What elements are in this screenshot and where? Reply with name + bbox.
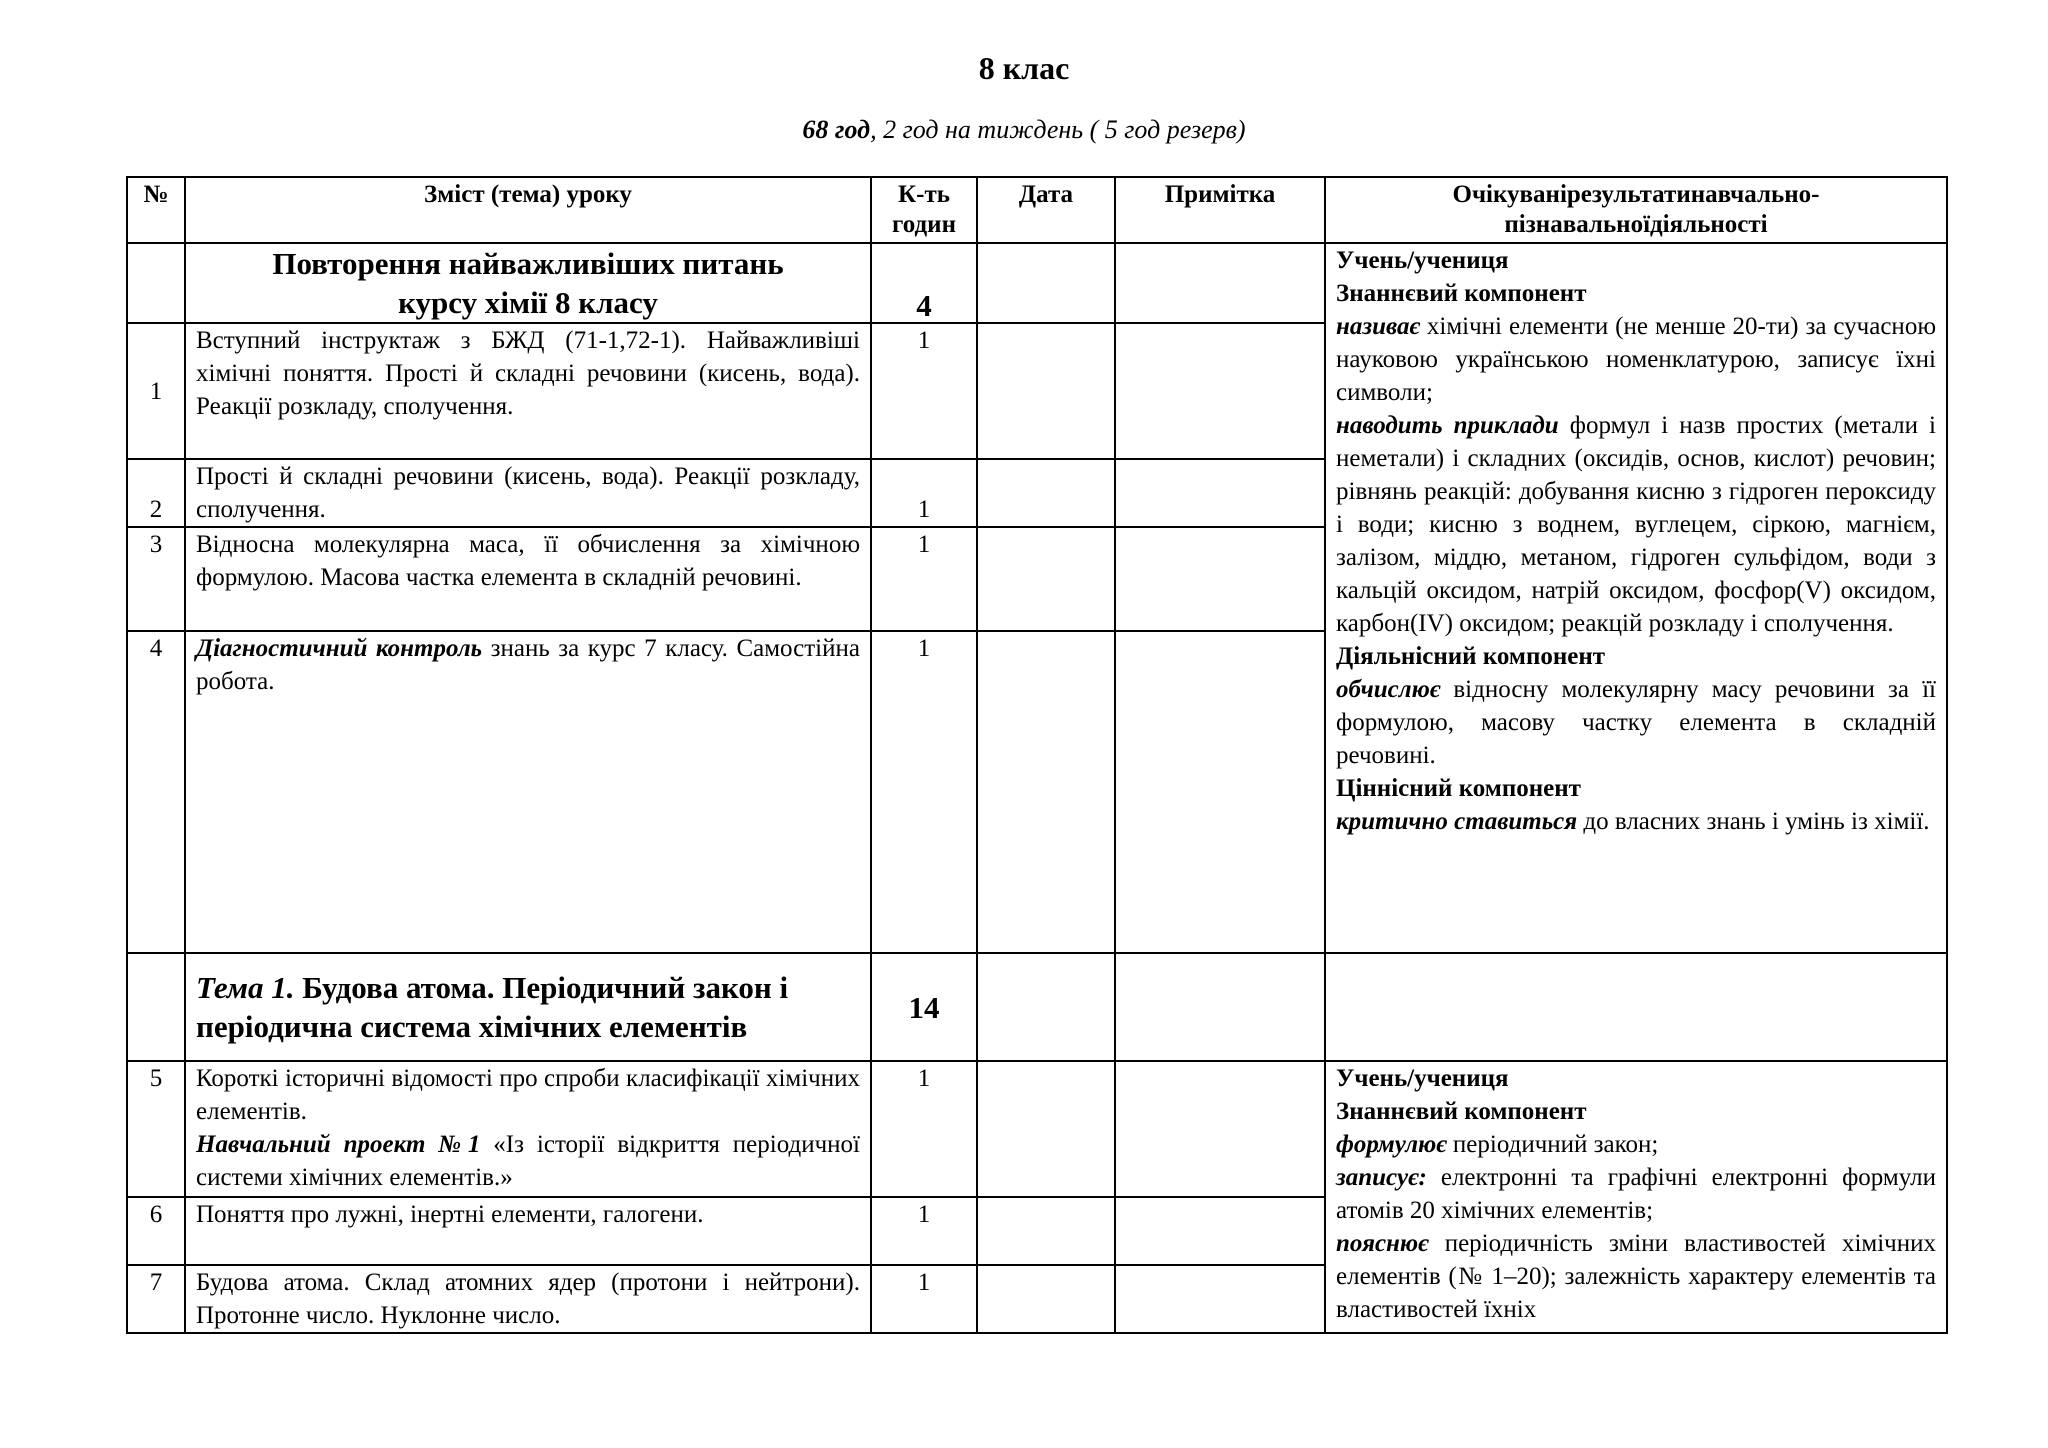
note-cell	[1115, 459, 1325, 527]
outcomes-cell	[1325, 243, 1947, 953]
section-number-cell	[127, 243, 185, 323]
header-row	[127, 177, 1947, 243]
section-row	[127, 243, 1947, 323]
lesson-hours: 1	[871, 1061, 977, 1197]
lesson-hours: 1	[871, 1265, 977, 1333]
lesson-number: 7	[127, 1265, 185, 1333]
lesson-topic: Будова атома. Склад атомних ядер (протони і нейтрони). Протонне число. Нуклонне число.	[185, 1265, 871, 1333]
note-cell	[1115, 323, 1325, 459]
outcomes-knowledge-heading: Знаннєвий компонент	[1336, 1098, 1587, 1125]
note-cell	[1115, 953, 1325, 1061]
subtitle-hours: 68 год	[802, 115, 871, 144]
note-cell	[1115, 1197, 1325, 1265]
outcome-item: наводить приклади формул і назв простих (метали і неметали) і складних (оксидів, основ, кислот) речовин; рівнянь реакцій: добування кисню з гідроген пероксиду і води; кисню з воднем, вуглецем, сіркою, магнієм, залізом, міддю, метаном, гідроген сульфідом, води з кальцій оксидом, натрій оксидом, фосфор(V) оксидом, карбон(IV) оксидом; реакцій розкладу і сполучення.	[1336, 412, 1937, 637]
date-cell	[977, 1061, 1115, 1197]
lesson-number: 1	[127, 323, 185, 459]
outcome-item: називає хімічні елементи (не менше 20-ти) за сучасною науковою українською номенклатурою, записує їхні символи;	[1336, 313, 1936, 406]
col-number-header: №	[127, 177, 185, 243]
table-row	[127, 1061, 1947, 1197]
lesson-number: 5	[127, 1061, 185, 1197]
section-hours: 4	[871, 243, 977, 323]
note-cell	[1115, 631, 1325, 953]
section-row	[127, 953, 1947, 1061]
col-outcomes-header: Очікуванірезультатинавчально-пізнавальноїдіяльності	[1325, 177, 1947, 243]
lesson-topic: Відносна молекулярна маса, її обчислення за хімічною формулою. Масова частка елемента в складній речовині.	[185, 527, 871, 631]
date-cell	[977, 953, 1115, 1061]
lesson-plan-table	[126, 176, 1948, 1334]
date-cell	[977, 527, 1115, 631]
lesson-topic: Прості й складні речовини (кисень, вода). Реакції розкладу, сполучення.	[185, 459, 871, 527]
lesson-number: 3	[127, 527, 185, 631]
date-cell	[977, 243, 1115, 323]
section-number-cell	[127, 953, 185, 1061]
lesson-hours: 1	[871, 459, 977, 527]
col-content-header: Зміст (тема) уроку	[185, 177, 871, 243]
outcome-item: формулює періодичний закон;	[1336, 1131, 1659, 1158]
outcomes-cell	[1325, 1061, 1947, 1333]
page-title: 8 клас	[978, 50, 1070, 86]
lesson-hours: 1	[871, 527, 977, 631]
section-hours: 14	[871, 953, 977, 1061]
outcomes-activity-heading: Діяльнісний компонент	[1336, 643, 1606, 670]
lesson-number: 4	[127, 631, 185, 953]
date-cell	[977, 1197, 1115, 1265]
date-cell	[977, 631, 1115, 953]
outcomes-who: Учень/учениця	[1336, 1065, 1509, 1092]
note-cell	[1115, 1265, 1325, 1333]
lesson-number: 2	[127, 459, 185, 527]
note-cell	[1115, 527, 1325, 631]
outcome-item: обчислює відносну молекулярну масу речовини за її формулою, масову частку елемента в складній речовині.	[1336, 676, 1936, 769]
section-title: Тема 1. Будова атома. Періодичний закон і періодична система хімічних елементів	[185, 953, 871, 1061]
note-cell	[1115, 1061, 1325, 1197]
lesson-topic: Діагностичний контроль знань за курс 7 класу. Самостійна робота.	[185, 631, 871, 953]
outcome-item: пояснює періодичність зміни властивостей хімічних елементів (№ 1–20); залежність характеру елементів та властивостей їхніх	[1336, 1230, 1936, 1323]
page-subtitle	[0, 115, 2048, 145]
section-title: Повторення найважливіших питань курсу хімії 8 класу	[185, 243, 871, 323]
lesson-topic: Вступний інструктаж з БЖД (71-1,72-1). Найважливіші хімічні поняття. Прості й складні речовини (кисень, вода). Реакції розкладу, сполучення.	[185, 323, 871, 459]
col-note-header: Примітка	[1115, 177, 1325, 243]
outcome-item: записує: електронні та графічні електронні формули атомів 20 хімічних елементів;	[1336, 1164, 1936, 1224]
outcomes-who: Учень/учениця	[1336, 247, 1509, 274]
lesson-topic: Поняття про лужні, інертні елементи, галогени.	[185, 1197, 871, 1265]
lesson-hours: 1	[871, 1197, 977, 1265]
date-cell	[977, 1265, 1115, 1333]
lesson-hours: 1	[871, 631, 977, 953]
col-date-header: Дата	[977, 177, 1115, 243]
date-cell	[977, 459, 1115, 527]
subtitle-rest: , 2 год на тиждень ( 5 год резерв)	[870, 115, 1246, 144]
outcomes-value-heading: Ціннісний компонент	[1336, 775, 1581, 802]
outcome-item: критично ставиться до власних знань і умінь із хімії.	[1336, 808, 1930, 835]
lesson-topic: Короткі історичні відомості про спроби класифікації хімічних елементів. Навчальний проект №1 «Із історії відкриття періодичної системи хімічних елементів.»	[185, 1061, 871, 1197]
lesson-hours: 1	[871, 323, 977, 459]
col-hours-header: К-ть годин	[871, 177, 977, 243]
note-cell	[1115, 243, 1325, 323]
outcomes-knowledge-heading: Знаннєвий компонент	[1336, 280, 1587, 307]
date-cell	[977, 323, 1115, 459]
lesson-number: 6	[127, 1197, 185, 1265]
outcomes-cell-empty	[1325, 953, 1947, 1061]
